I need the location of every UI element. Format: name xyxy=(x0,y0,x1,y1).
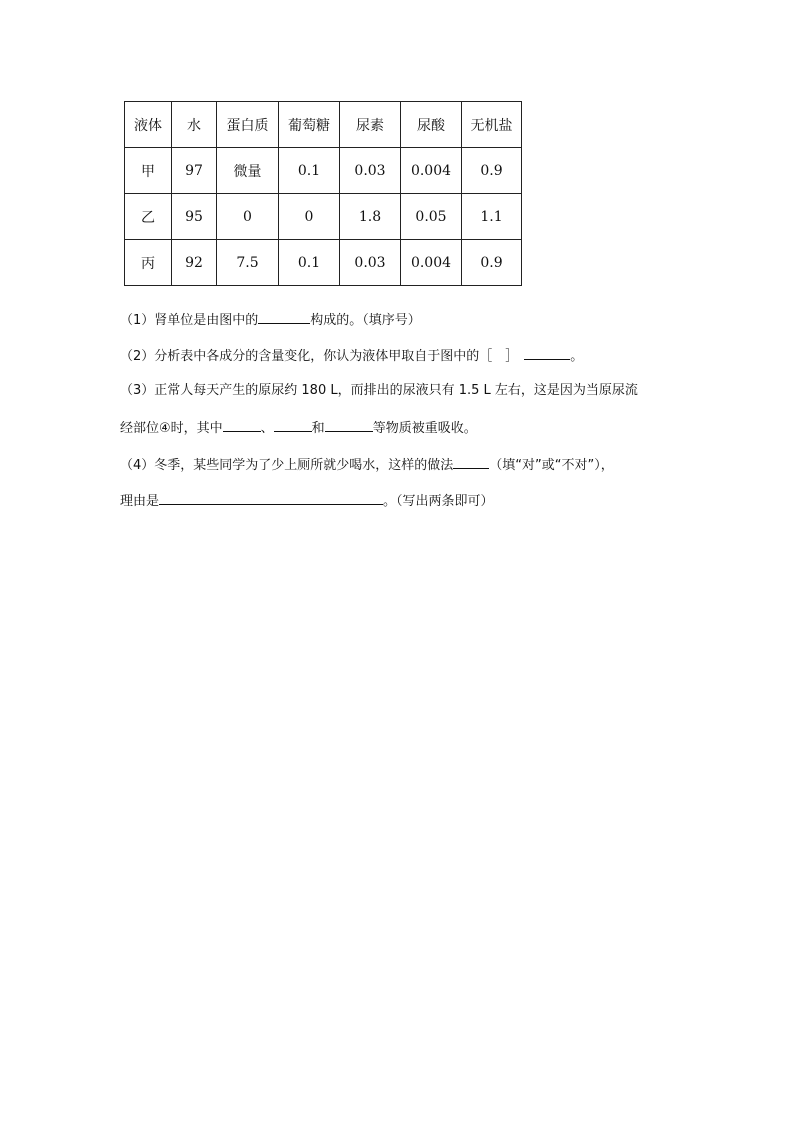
table-cell: 95 xyxy=(172,194,217,240)
question-2 xyxy=(120,346,583,366)
question-4-text-b: （填“对”或“不对”）， xyxy=(489,458,614,473)
table-cell: 0.03 xyxy=(340,240,401,286)
question-1 xyxy=(120,310,421,330)
header-cell-urea: 尿素 xyxy=(340,102,401,148)
question-3-text-d: 等物质被重吸收。 xyxy=(372,421,477,436)
question-3-line-1: （3）正常人每天产生的原尿约 180 L，而排出的尿液只有 1.5 L 左右，这是因为当原尿流 xyxy=(120,383,638,398)
table-cell: 0.03 xyxy=(340,148,401,194)
table-cell: 1.1 xyxy=(462,194,522,240)
table-cell: 0 xyxy=(279,194,340,240)
question-4-text-d: 。（写出两条即可） xyxy=(383,494,494,509)
question-3-text-b: 、 xyxy=(260,421,274,436)
table-cell: 0.9 xyxy=(462,240,522,286)
table-cell: 丙 xyxy=(125,240,172,286)
table-row xyxy=(125,240,522,286)
answer-blank-q4-2[interactable] xyxy=(159,491,383,505)
question-3-text-c: 和 xyxy=(311,421,325,436)
table-cell: 0.1 xyxy=(279,148,340,194)
header-cell-protein: 蛋白质 xyxy=(217,102,279,148)
composition-table xyxy=(124,101,522,286)
question-4-text-c: 理由是 xyxy=(120,494,160,509)
table-cell: 0.004 xyxy=(401,148,462,194)
question-1-text-end: 构成的。（填序号） xyxy=(310,313,421,328)
table-cell: 1.8 xyxy=(340,194,401,240)
answer-blank-q3-2[interactable] xyxy=(274,418,312,432)
table-cell: 97 xyxy=(172,148,217,194)
answer-blank-q3-1[interactable] xyxy=(223,418,261,432)
header-cell-liquid: 液体 xyxy=(125,102,172,148)
question-2-text-end: 。 xyxy=(570,349,584,364)
header-cell-uric-acid: 尿酸 xyxy=(401,102,462,148)
table-cell: 0.05 xyxy=(401,194,462,240)
table-cell: 7.5 xyxy=(217,240,279,286)
table-cell: 0 xyxy=(217,194,279,240)
header-cell-glucose: 葡萄糖 xyxy=(279,102,340,148)
table-header-row xyxy=(125,102,522,148)
question-2-text-start: （2）分析表中各成分的含量变化，你认为液体甲取自于图中的［ ］ xyxy=(120,349,519,364)
table-cell: 0.1 xyxy=(279,240,340,286)
header-cell-salts: 无机盐 xyxy=(462,102,522,148)
table-cell: 0.004 xyxy=(401,240,462,286)
question-4-line-1 xyxy=(120,455,614,475)
answer-blank-q2[interactable] xyxy=(524,346,570,360)
table-cell: 微量 xyxy=(217,148,279,194)
table-row xyxy=(125,194,522,240)
question-1-text-start: （1）肾单位是由图中的 xyxy=(120,313,259,328)
answer-blank-q3-3[interactable] xyxy=(325,418,373,432)
table-cell: 0.9 xyxy=(462,148,522,194)
question-4-line-2 xyxy=(120,491,494,511)
question-3-line-2 xyxy=(120,418,477,438)
header-cell-water: 水 xyxy=(172,102,217,148)
table-row xyxy=(125,148,522,194)
question-3-text-a: 经部位④时，其中 xyxy=(120,421,223,436)
question-4-text-a: （4）冬季，某些同学为了少上厕所就少喝水，这样的做法 xyxy=(120,458,454,473)
table-cell: 92 xyxy=(172,240,217,286)
table-cell: 甲 xyxy=(125,148,172,194)
answer-blank-q1[interactable] xyxy=(258,310,310,324)
answer-blank-q4-1[interactable] xyxy=(453,455,489,469)
table-cell: 乙 xyxy=(125,194,172,240)
